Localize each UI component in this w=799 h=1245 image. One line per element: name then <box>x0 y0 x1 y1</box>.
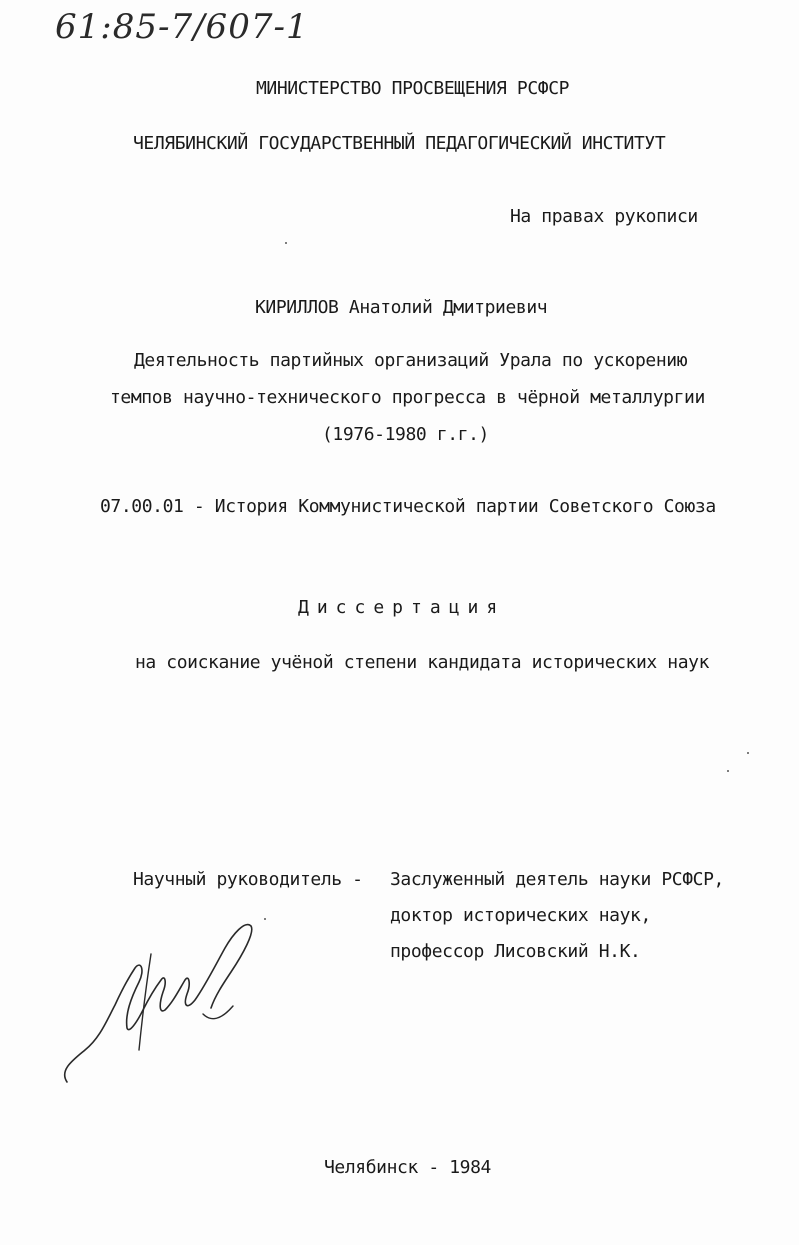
author-name: КИРИЛЛОВ Анатолий Дмитриевич <box>255 297 548 318</box>
scan-speck <box>285 242 287 244</box>
signature-icon <box>55 910 265 1090</box>
supervisor-title: Заслуженный деятель науки РСФСР, <box>390 869 724 890</box>
institute-heading: ЧЕЛЯБИНСКИЙ ГОСУДАРСТВЕННЫЙ ПЕДАГОГИЧЕСКИЙ ИНСТИТУТ <box>133 133 666 154</box>
supervisor-label: Научный руководитель - <box>133 869 363 890</box>
degree-sought: на соискание учёной степени кандидата исторических наук <box>135 652 710 673</box>
scan-speck <box>727 770 729 772</box>
place-and-year: Челябинск - 1984 <box>324 1157 491 1178</box>
supervisor-name: профессор Лисовский Н.К. <box>390 941 641 962</box>
ministry-heading: МИНИСТЕРСТВО ПРОСВЕЩЕНИЯ РСФСР <box>256 78 570 99</box>
archive-mark: 61:85-7/607-1 <box>55 7 309 47</box>
manuscript-rights-note: На правах рукописи <box>510 206 698 227</box>
scan-speck <box>264 918 266 920</box>
specialty-code: 07.00.01 - История Коммунистической партии Советского Союза <box>100 496 716 517</box>
document-type: Диссертация <box>298 597 506 618</box>
scan-speck <box>747 752 749 754</box>
supervisor-degree: доктор исторических наук, <box>390 905 651 926</box>
dissertation-title-line-3: (1976-1980 г.г.) <box>322 424 489 445</box>
dissertation-title-line-2: темпов научно-технического прогресса в чёрной металлургии <box>110 387 705 408</box>
dissertation-title-line-1: Деятельность партийных организаций Урала по ускорению <box>134 350 688 371</box>
